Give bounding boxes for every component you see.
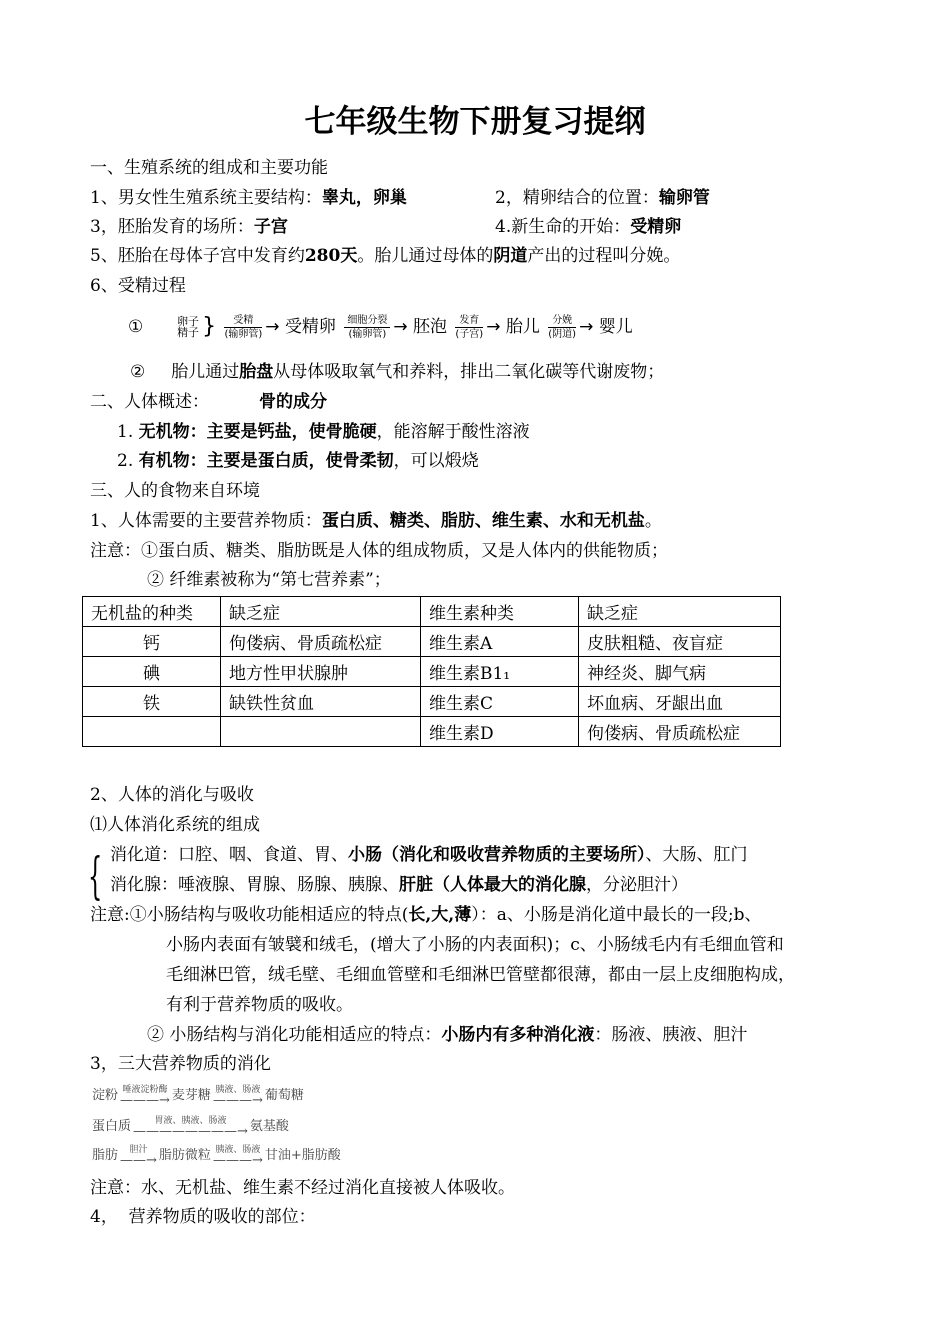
arrow-icon: 唾液淀粉酶 ———→ (120, 1084, 170, 1108)
table-cell: 维生素D (421, 717, 579, 747)
bold-text: 有机物：主要是蛋白质，使骨柔韧 (138, 451, 394, 471)
section-heading-3: 三、人的食物来自环境 (90, 481, 260, 501)
text: 1、男女性生殖系统主要结构： (90, 188, 322, 208)
text: 葡萄糖 (264, 1088, 304, 1103)
header-cell: 维生素种类 (421, 597, 579, 627)
blastocyst-label: 胚泡 (413, 317, 447, 337)
bold-text: 肝脏（人体最大的消化腺 (399, 875, 586, 895)
text: ，能溶解于酸性溶液 (376, 422, 530, 442)
page-title: 七年级生物下册复习提纲 (304, 104, 646, 140)
step-label: 分娩 (548, 315, 576, 328)
header-cell: 缺乏症 (221, 597, 421, 627)
text: 氨基酸 (249, 1119, 289, 1134)
text: 、大肠、肛门 (645, 845, 748, 865)
zygote-label: 受精卵 (284, 317, 336, 337)
step-fertilization (224, 315, 262, 340)
table-cell: 维生素C (421, 687, 579, 717)
note-energy: 注意：①蛋白质、糖类、脂肪既是人体的组成物质，又是人体内的供能物质； (90, 541, 668, 561)
text: 胎儿通过 (171, 362, 240, 382)
arrow-icon: 胆汁 ——→ (120, 1144, 157, 1168)
table-cell: 佝偻病、骨质疏松症 (221, 627, 421, 657)
arrow-icon: 胰液、肠液 ———→ (212, 1084, 263, 1108)
text: 二、人体概述： (90, 392, 209, 412)
text: 脂肪微粒 (158, 1148, 211, 1163)
text: ）：a、小肠是消化道中最长的一段;b、 (471, 905, 762, 925)
digestion-starch (92, 1083, 304, 1109)
bold-text: 无机物：主要是钙盐，使骨脆硬 (138, 422, 377, 442)
item-number: 1. (117, 422, 134, 442)
table-cell: 钙 (83, 627, 221, 657)
text: 蛋白质 (92, 1119, 132, 1134)
text: 注意:①小肠结构与吸收功能相适应的特点( (90, 905, 409, 925)
text: 。胎儿通过母体的 (357, 246, 494, 266)
enzyme-label: 唾液淀粉酶 (122, 1084, 168, 1095)
text: ，分泌胆汁） (586, 875, 688, 895)
text: 麦芽糖 (171, 1088, 211, 1103)
circled-number: ① (128, 317, 144, 337)
table-row (83, 657, 781, 687)
line-nutrients (90, 510, 662, 532)
table-cell: 坏血病、牙龈出血 (579, 687, 781, 717)
item-number: 2. (117, 451, 134, 471)
digestion-fat (92, 1143, 341, 1169)
table-cell: 缺铁性贫血 (221, 687, 421, 717)
table-cell: 碘 (83, 657, 221, 687)
text: ：肠液、胰液、胆汁 (594, 1025, 748, 1045)
text: 。 (644, 511, 662, 531)
arrow-icon: 胃液、胰液、肠液 ————————→ (133, 1115, 248, 1139)
table-cell: 地方性甲状腺肿 (221, 657, 421, 687)
table-cell: 铁 (83, 687, 221, 717)
bold-text: 子宫 (253, 217, 288, 237)
line-embryo-site (90, 216, 288, 238)
text: 消化腺：唾液腺、胃腺、肠腺、胰腺、 (110, 875, 399, 895)
bone-inorganic-item (117, 421, 530, 443)
header-cell: 无机盐的种类 (83, 597, 221, 627)
header-cell: 缺乏症 (579, 597, 781, 627)
note-intestine-digestion (147, 1024, 747, 1046)
bold-text: 睾丸，卵巢 (321, 188, 407, 208)
table-cell: 神经炎、脚气病 (579, 657, 781, 687)
section-heading-2 (90, 391, 327, 413)
bold-text: 受精卵 (630, 217, 682, 237)
subheading-nutrient-digestion: 3，三大营养物质的消化 (90, 1054, 271, 1074)
deficiency-table (82, 596, 781, 747)
text: 3，胚胎发育的场所： (90, 217, 254, 237)
fertilization-flow-diagram: ① 卵子 精子 } $\frac{\text{受精}}{\text{(输卵管)}}$ → 受精卵 $\frac{\text{细胞分裂}}{\text{(输卵管)}}$ → 胚泡 $\frac{\text{发育}}{\text{(子宫)}}$ → 胎儿 $\frac{\text{分娩}}{\text{(阴道)}}$ → 婴儿 (128, 314, 633, 340)
arrow-icon: 胰液、肠液 ———→ (212, 1144, 263, 1168)
section-heading-digestion: 2、人体的消化与吸收 (90, 785, 254, 805)
table-cell: 佝偻病、骨质疏松症 (579, 717, 781, 747)
fetus-label: 胎儿 (505, 317, 540, 337)
note-line: 小肠内表面有皱襞和绒毛，(增大了小肠的内表面积)；c、小肠绒毛内有毛细血管和 (166, 935, 784, 955)
bold-text: 小肠（消化和吸收营养物质的主要场所） (348, 845, 646, 865)
text: 4.新生命的开始： (495, 217, 631, 237)
enzyme-label: 胰液、肠液 (215, 1084, 261, 1095)
text: ② 小肠结构与消化功能相适应的特点： (147, 1025, 442, 1045)
table-cell: 维生素B1₁ (421, 657, 579, 687)
table-cell (221, 717, 421, 747)
text: 1、人体需要的主要营养物质： (90, 511, 322, 531)
note-line: 毛细淋巴管，绒毛壁、毛细血管壁和毛细淋巴管壁都很薄，都由一层上皮细胞构成， (166, 965, 795, 985)
step-location: (输卵管) (348, 328, 387, 340)
table-header-row (83, 597, 781, 627)
arrow-icon: → (486, 317, 501, 337)
table-cell: 皮肤粗糙、夜盲症 (579, 627, 781, 657)
step-label: 细胞分裂 (344, 315, 390, 328)
step-division (344, 315, 390, 340)
line-fertilization-process: 6、受精过程 (90, 276, 186, 296)
step-label: 受精 (224, 315, 262, 328)
step-birth (548, 315, 576, 340)
digestion-protein (92, 1114, 289, 1140)
line-digestive-glands (110, 874, 688, 896)
text: 产出的过程叫分娩。 (527, 246, 681, 266)
enzyme-label: 胃液、胰液、肠液 (154, 1115, 227, 1126)
table-row (83, 717, 781, 747)
subheading-system: ⑴人体消化系统的组成 (90, 815, 260, 835)
bold-text: 小肠内有多种消化液 (441, 1025, 595, 1045)
text: 淀粉 (92, 1088, 119, 1103)
line-reproductive-structures (90, 187, 407, 209)
bold-text: 骨的成分 (259, 392, 327, 412)
text: 脂肪 (92, 1148, 119, 1163)
text: 消化道：口腔、咽、食道、胃、 (110, 845, 348, 865)
line-gestation (90, 245, 680, 267)
note-fiber: ② 纤维素被称为“第七营养素”； (147, 570, 391, 590)
egg-sperm-group (177, 316, 199, 338)
text: 2，精卵结合的位置： (495, 188, 659, 208)
step-location: (输卵管) (224, 328, 263, 340)
brace-icon: { (88, 847, 103, 905)
note-line: 有利于营养物质的吸收。 (166, 995, 353, 1015)
line-fertilization-site (495, 187, 710, 209)
line-digestive-tract (110, 844, 748, 866)
egg-label: 卵子 (177, 315, 200, 328)
sperm-label: 精子 (177, 326, 200, 339)
enzyme-label: 胰液、肠液 (215, 1144, 261, 1155)
bold-text: 蛋白质、糖类、脂肪、维生素、水和无机盐 (321, 511, 645, 531)
bone-organic-item (117, 450, 479, 472)
note-intestine-absorption (90, 904, 761, 926)
table-row (83, 687, 781, 717)
infant-label: 婴儿 (598, 317, 633, 337)
bold-text: 280天 (304, 246, 358, 266)
arrow-icon: → (579, 317, 594, 337)
table-cell (83, 717, 221, 747)
step-location: (阴道) (548, 328, 577, 340)
section-heading-1: 一、生殖系统的组成和主要功能 (90, 158, 328, 178)
arrow-icon: → (265, 317, 280, 337)
circled-number: ② (130, 362, 146, 382)
text: ，可以煅烧 (393, 451, 479, 471)
enzyme-label: 胆汁 (129, 1144, 148, 1155)
line-new-life-start (495, 216, 681, 238)
bold-text: 胎盘 (239, 362, 274, 382)
step-location: (子宫) (455, 328, 484, 340)
bold-text: 输卵管 (658, 188, 710, 208)
text: 从母体吸取氧气和养料，排出二氧化碳等代谢废物； (273, 362, 665, 382)
bold-text: 阴道 (493, 246, 528, 266)
line-placenta (130, 361, 664, 383)
table-cell: 维生素A (421, 627, 579, 657)
text: 甘油+脂肪酸 (264, 1148, 341, 1163)
step-label: 发育 (455, 315, 483, 328)
text: 5、胚胎在母体子宫中发育约 (90, 246, 305, 266)
note-no-digestion: 注意：水、无机盐、维生素不经过消化直接被人体吸收。 (90, 1178, 515, 1198)
subheading-absorption: 4， 营养物质的吸收的部位： (90, 1207, 316, 1227)
table-row (83, 627, 781, 657)
bold-text: 长,大,薄 (408, 905, 472, 925)
step-development (455, 315, 483, 340)
arrow-icon: → (393, 317, 408, 337)
